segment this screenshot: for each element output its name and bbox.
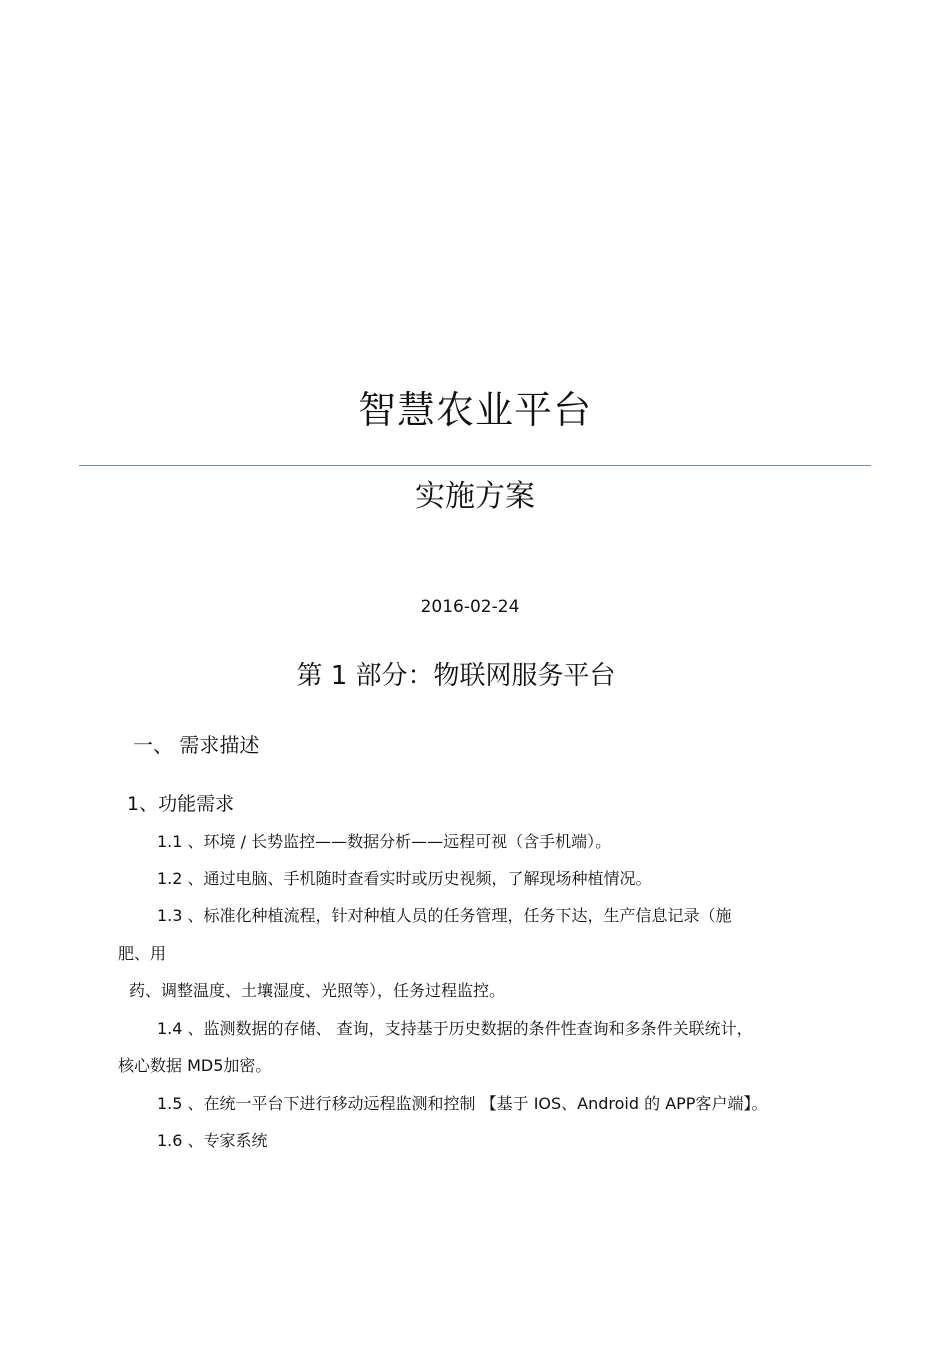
part-heading: 第 1 部分：物联网服务平台: [296, 661, 616, 691]
title-divider: [79, 465, 871, 466]
sub-heading: 1、功能需求: [127, 793, 235, 815]
requirement-item-1-4-line-1: 1.4 、监测数据的存储、 查询，支持基于历史数据的条件性查询和多条件关联统计，: [157, 1019, 753, 1038]
requirement-item-1-5: 1.5 、在统一平台下进行移动远程监测和控制 【基于 IOS、Android 的 APP客户端】。: [157, 1094, 768, 1113]
document-date: 2016-02-24: [420, 597, 520, 617]
requirement-item-1-3-line-3: 药、调整温度、土壤湿度、光照等），任务过程监控。: [129, 981, 506, 1000]
section-heading: 一、 需求描述: [133, 733, 260, 757]
document-title: 智慧农业平台: [357, 388, 592, 432]
requirement-item-1-6: 1.6 、专家系统: [157, 1131, 268, 1150]
requirement-item-1-2: 1.2 、通过电脑、手机随时查看实时或历史视频，了解现场种植情况。: [157, 869, 652, 888]
requirement-item-1-3-line-2: 肥、用: [118, 944, 167, 963]
requirement-item-1-3-line-1: 1.3 、标准化种植流程，针对种植人员的任务管理，任务下达，生产信息记录（施: [157, 906, 732, 925]
requirement-item-1-4-line-2: 核心数据 MD5加密。: [118, 1056, 272, 1075]
requirement-item-1-1: 1.1 、环境 / 长势监控——数据分析——远程可视（含手机端）。: [157, 832, 612, 851]
document-subtitle: 实施方案: [415, 479, 535, 514]
